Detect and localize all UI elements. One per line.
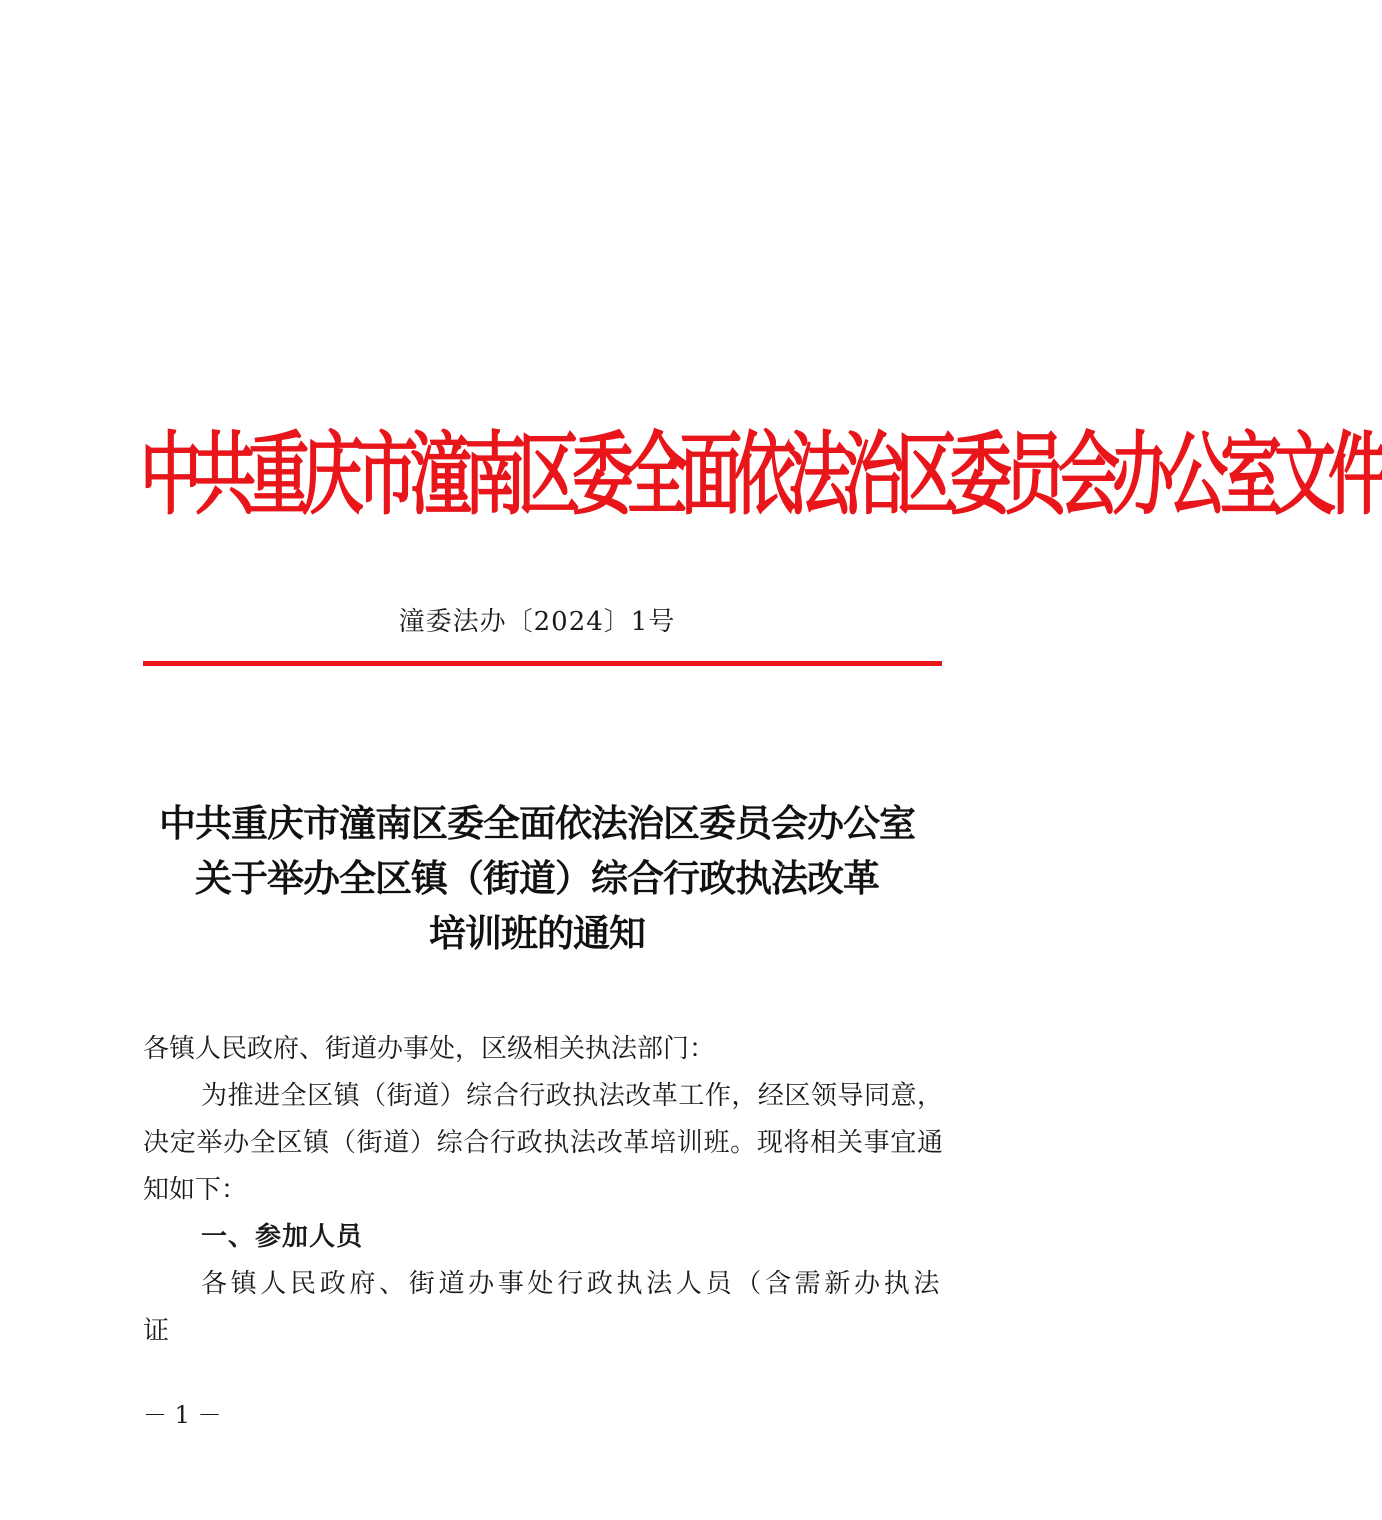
- document-title: [140, 796, 934, 961]
- section-1-text: 各镇人民政府、街道办事处行政执法人员（含需新办执法证: [143, 1269, 943, 1346]
- section-1-heading: 一、参加人员: [201, 1222, 364, 1252]
- page-number: － 1 －: [143, 1401, 222, 1429]
- document-body: [143, 1026, 943, 1355]
- title-line-1: 中共重庆市潼南区委全面依法治区委员会办公室: [159, 801, 915, 845]
- title-line-2: 关于举办全区镇（街道）综合行政执法改革: [195, 856, 879, 900]
- masthead: [140, 415, 1382, 535]
- masthead-title: 中共重庆市潼南区委全面依法治区委员会办公室文件: [140, 421, 1382, 528]
- salutation: 各镇人民政府、街道办事处，区级相关执法部门：: [143, 1034, 716, 1064]
- title-line-3: 培训班的通知: [429, 911, 645, 955]
- body-paragraph-1: 为推进全区镇（街道）综合行政执法改革工作，经区领导同意，决定举办全区镇（街道）综合行政执法改革培训班。现将相关事宜通知如下：: [143, 1081, 943, 1205]
- document-number: 潼委法办〔2024〕1号: [398, 607, 676, 637]
- red-divider-line: [143, 661, 942, 666]
